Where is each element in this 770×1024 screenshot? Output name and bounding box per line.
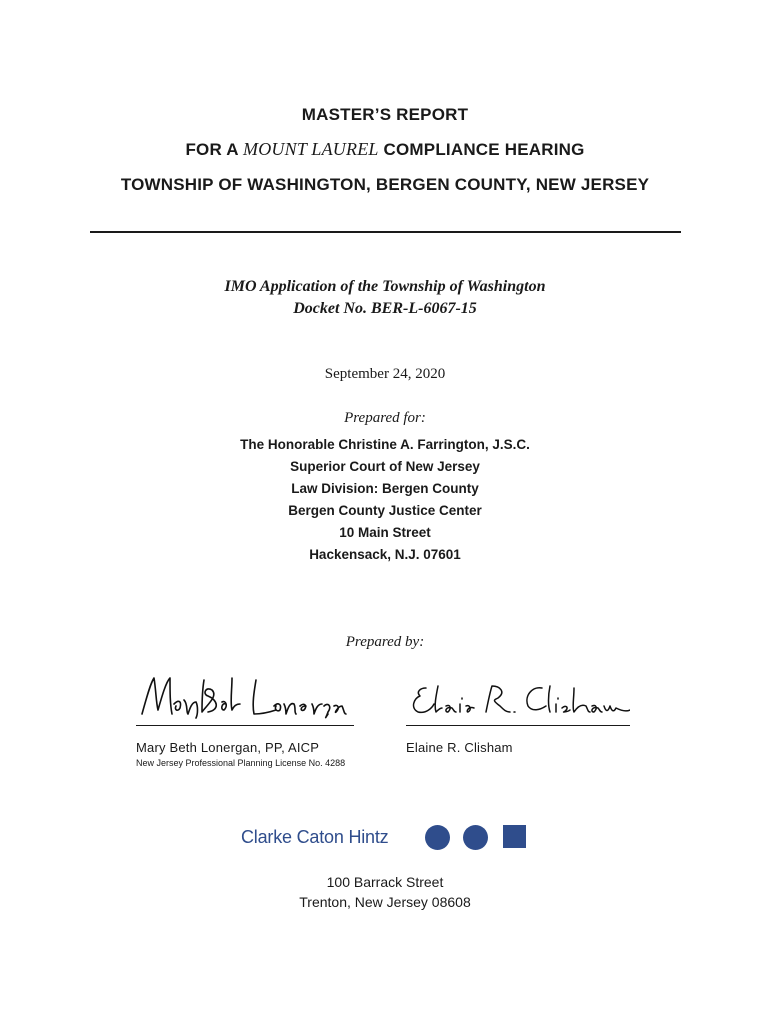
recipient-line: The Honorable Christine A. Farrington, J.S.C. [240,437,530,452]
firm-logo [241,822,541,856]
license-number: New Jersey Professional Planning License No. 4288 [136,758,346,768]
subtitle-italic: MOUNT LAUREL [243,139,379,159]
signatory-name: Mary Beth Lonergan, PP, AICP [136,740,320,755]
report-subtitle [0,139,770,160]
recipient-block [0,434,770,566]
subtitle-suffix: COMPLIANCE HEARING [378,140,585,159]
signatory-name: Elaine R. Clisham [406,740,513,755]
prepared-by-label: Prepared by: [345,634,425,650]
recipient-line: Hackensack, N.J. 07601 [309,547,461,562]
signature-line [406,725,630,726]
case-caption-block [0,276,770,320]
recipient-line: Superior Court of New Jersey [290,459,480,474]
signature-lonergan-image [136,670,354,720]
firm-name: Clarke Caton Hintz [241,827,389,847]
recipient-line: Bergen County Justice Center [288,503,482,518]
recipient-line: Law Division: Bergen County [291,481,479,496]
case-caption: IMO Application of the Township of Washington [224,278,546,295]
report-date: September 24, 2020 [324,366,446,382]
report-title-block [0,104,770,209]
recipient-line: 10 Main Street [339,525,431,540]
signature-clisham-image [406,678,630,720]
signature-block-lonergan [136,670,354,768]
logo-square-mark [503,825,526,848]
prepared-for-label: Prepared for: [344,410,426,426]
subtitle-prefix: FOR A [185,140,244,159]
title-divider [90,231,681,233]
docket-number: Docket No. BER-L-6067-15 [293,300,477,317]
address-city: Trenton, New Jersey 08608 [299,894,471,910]
logo-circle-mark [425,825,450,850]
firm-address [0,872,770,912]
signature-block-clisham [406,678,630,755]
address-street: 100 Barrack Street [326,874,444,890]
report-title: MASTER’S REPORT [301,105,469,124]
signature-line [136,725,354,726]
report-jurisdiction: TOWNSHIP OF WASHINGTON, BERGEN COUNTY, NEW JERSEY [120,175,650,194]
logo-circle-mark [463,825,488,850]
